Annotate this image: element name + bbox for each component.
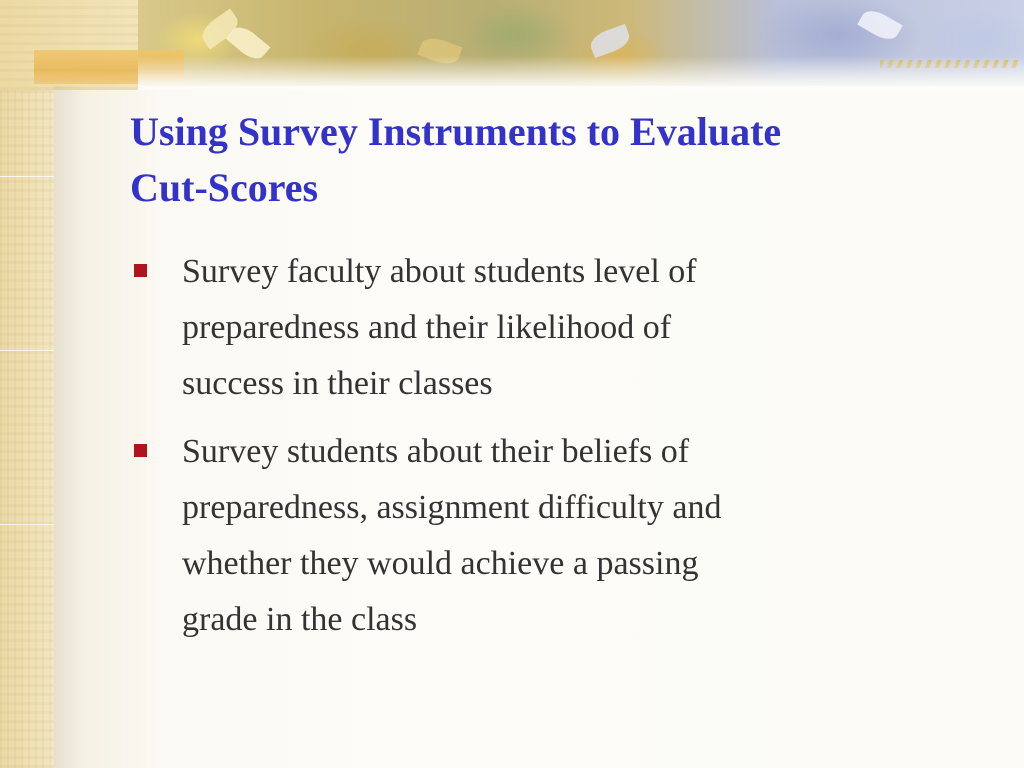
bullet-line: success in their classes <box>182 365 493 402</box>
bullet-line: preparedness, assignment difficulty and <box>182 489 722 526</box>
banner-fade <box>138 56 1024 90</box>
bullet-line: Survey faculty about students level of <box>182 253 697 290</box>
title-line: Cut-Scores <box>130 165 319 210</box>
parchment-seam <box>0 524 54 525</box>
bullet-line: preparedness and their likelihood of <box>182 309 672 346</box>
parchment-strip <box>0 0 54 768</box>
square-bullet-icon <box>134 264 147 277</box>
bullet-item-faculty-survey <box>130 244 930 412</box>
parchment-seam <box>0 176 54 177</box>
parchment-seam <box>0 350 54 351</box>
bullet-line: Survey students about their beliefs of <box>182 433 690 470</box>
slide-title <box>130 104 990 216</box>
left-shadow <box>54 86 84 768</box>
bullet-line: grade in the class <box>182 601 418 638</box>
bullet-line: whether they would achieve a passing <box>182 545 699 582</box>
title-line: Using Survey Instruments to Evaluate <box>130 109 782 154</box>
bullet-list <box>130 244 930 660</box>
square-bullet-icon <box>134 444 147 457</box>
bullet-item-student-survey <box>130 424 930 648</box>
